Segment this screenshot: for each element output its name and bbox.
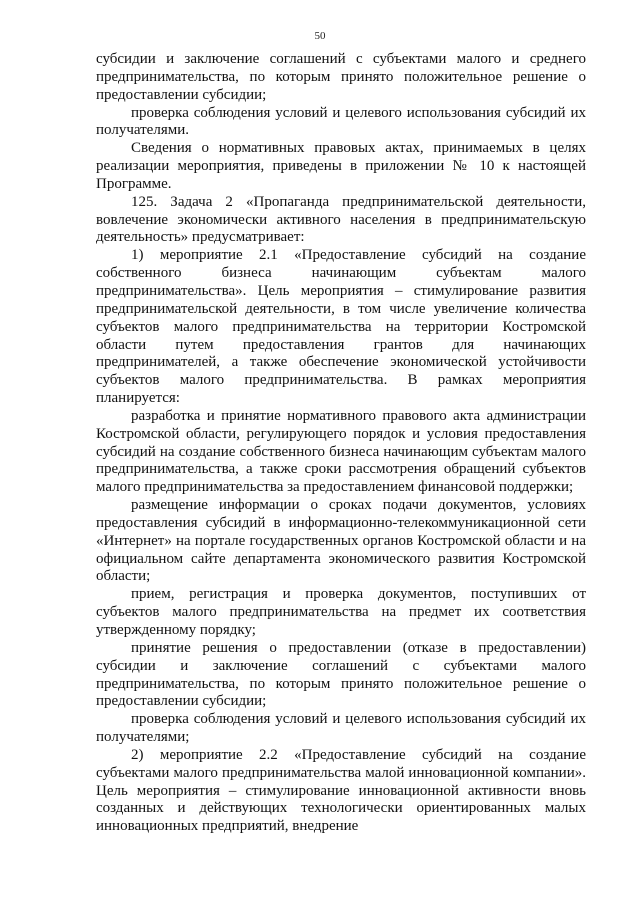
paragraph-list-item-regulation: разработка и принятие нормативного правового акта администрации Костромской области, регулирующего порядок и условия предоставления субсидий на создание собственного бизнеса начинающим субъектам малого предпринимательства, а также сроки рассмотрения обращений субъектов малого предпринимательства за предоставлением финансовой поддержки; bbox=[96, 407, 586, 496]
paragraph-verification: проверка соблюдения условий и целевого использования субсидий их получателями. bbox=[96, 104, 586, 139]
paragraph-measure-2-1: 1) мероприятие 2.1 «Предоставление субсидий на создание собственного бизнеса начинающим субъектам малого предпринимательства». Цель мероприятия – стимулирование развития предпринимательской деятельности, в том числе увеличение количества субъектов малого предпринимательства на территории Костромской области путем предоставления грантов для начинающих предпринимателей, а также обеспечение экономической устойчивости субъектов малого предпринимательства. В рамках мероприятия планируется: bbox=[96, 247, 586, 407]
paragraph-list-item-reception: прием, регистрация и проверка документов, поступивших от субъектов малого предпринимательства на предмет их соответствия утвержденному порядку; bbox=[96, 586, 586, 638]
paragraph-legal-acts: Сведения о нормативных правовых актах, принимаемых в целях реализации мероприятия, приведены в приложении № 10 к настоящей Программе. bbox=[96, 140, 586, 192]
paragraph-task-2: 125. Задача 2 «Пропаганда предпринимательской деятельности, вовлечение экономически активного населения в предпринимательскую деятельность» предусматривает: bbox=[96, 193, 586, 246]
paragraph-list-item-verification: проверка соблюдения условий и целевого использования субсидий их получателями; bbox=[96, 711, 586, 746]
paragraph-list-item-publication: размещение информации о сроках подачи документов, условиях предоставления субсидий в информационно-телекоммуникационной сети «Интернет» на портале государственных органов Костромской области и на официальном сайте департамента экономического развития Костромской области; bbox=[96, 497, 586, 585]
paragraph-list-item-decision: принятие решения о предоставлении (отказе в предоставлении) субсидии и заключение соглашений с субъектами малого предпринимательства, по которым принято положительное решение о предоставлении субсидии; bbox=[96, 639, 586, 710]
document-body bbox=[96, 51, 586, 836]
paragraph-measure-2-2: 2) мероприятие 2.2 «Предоставление субсидий на создание субъектами малого предпринимательства малой инновационной компании». Цель мероприятия – стимулирование инновационной активности вновь созданных и действующих технологически ориентированных малых инновационных предприятий, внедрение bbox=[96, 746, 586, 835]
paragraph-continuation: субсидии и заключение соглашений с субъектами малого и среднего предпринимательства, по которым принято положительное решение о предоставлении субсидии; bbox=[96, 51, 586, 103]
page-number: 50 bbox=[314, 30, 326, 42]
